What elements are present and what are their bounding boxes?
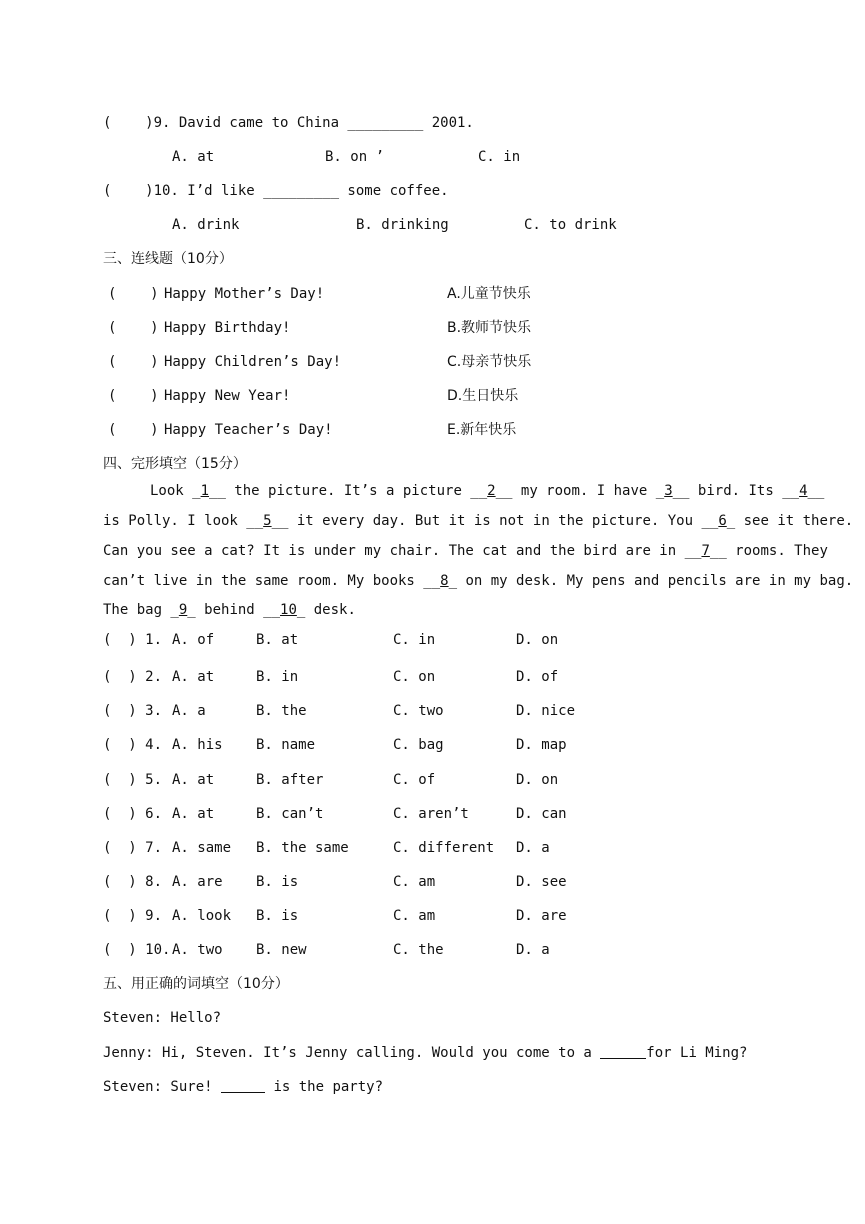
cloze-option-d: D. are	[516, 908, 567, 924]
cloze-option-c: C. in	[393, 632, 436, 648]
match-paren: ( )	[108, 388, 159, 404]
cloze-option-b: B. the	[256, 703, 307, 719]
match-chinese-2: B.教师节快乐	[447, 320, 532, 336]
question-9-option-c: C. in	[478, 149, 521, 165]
match-english-1: Happy Mother’s Day!	[164, 286, 325, 302]
cloze-option-number: ( ) 5.	[103, 772, 163, 788]
cloze-option-number: ( ) 8.	[103, 874, 163, 890]
question-10-stem: ( )10. I’d like _________ some coffee.	[103, 183, 449, 199]
cloze-option-c: C. the	[393, 942, 444, 958]
question-10-option-c: C. to drink	[524, 217, 617, 233]
question-10-option-a: A. drink	[172, 217, 240, 233]
cloze-option-number: ( ) 10.	[103, 942, 171, 958]
match-chinese-4: D.生日快乐	[447, 388, 519, 404]
match-paren: ( )	[108, 422, 159, 438]
match-chinese-1: A.儿童节快乐	[447, 286, 531, 302]
cloze-option-a: A. his	[172, 737, 223, 753]
cloze-option-d: D. on	[516, 772, 559, 788]
match-chinese-5: E.新年快乐	[447, 422, 517, 438]
cloze-option-c: C. different	[393, 840, 495, 856]
cloze-option-c: C. am	[393, 908, 436, 924]
match-english-4: Happy New Year!	[164, 388, 291, 404]
match-english-3: Happy Children’s Day!	[164, 354, 342, 370]
cloze-option-c: C. of	[393, 772, 436, 788]
question-9-stem: ( )9. David came to China _________ 2001.	[103, 115, 474, 131]
cloze-option-number: ( ) 1.	[103, 632, 163, 648]
cloze-option-a: A. of	[172, 632, 215, 648]
cloze-option-b: B. in	[256, 669, 299, 685]
cloze-option-d: D. a	[516, 942, 550, 958]
cloze-option-b: B. the same	[256, 840, 349, 856]
cloze-option-number: ( ) 7.	[103, 840, 163, 856]
question-10-option-b: B. drinking	[356, 217, 449, 233]
cloze-option-number: ( ) 4.	[103, 737, 163, 753]
cloze-line-5: The bag _9_ behind __10_ desk.	[103, 602, 356, 618]
cloze-option-b: B. is	[256, 874, 299, 890]
answer-blank[interactable]	[600, 1044, 646, 1059]
cloze-option-a: A. at	[172, 669, 215, 685]
match-chinese-3: C.母亲节快乐	[447, 354, 532, 370]
match-paren: ( )	[108, 354, 159, 370]
match-english-5: Happy Teacher’s Day!	[164, 422, 333, 438]
cloze-option-number: ( ) 6.	[103, 806, 163, 822]
section-5-title: 五、用正确的词填空（10分）	[103, 976, 289, 992]
cloze-option-b: B. is	[256, 908, 299, 924]
dialogue-line-2: Jenny: Hi, Steven. It’s Jenny calling. Would you come to a for Li Ming?	[103, 1045, 748, 1061]
cloze-option-b: B. new	[256, 942, 307, 958]
cloze-option-a: A. two	[172, 942, 223, 958]
cloze-option-d: D. can	[516, 806, 567, 822]
cloze-option-a: A. same	[172, 840, 232, 856]
match-english-2: Happy Birthday!	[164, 320, 291, 336]
section-4-title: 四、完形填空（15分）	[103, 456, 247, 472]
question-9-option-a: A. at	[172, 149, 215, 165]
section-3-title: 三、连线题（10分）	[103, 251, 233, 267]
cloze-option-b: B. after	[256, 772, 324, 788]
cloze-option-b: B. can’t	[256, 806, 324, 822]
cloze-option-c: C. bag	[393, 737, 444, 753]
cloze-option-number: ( ) 3.	[103, 703, 163, 719]
cloze-option-number: ( ) 9.	[103, 908, 163, 924]
cloze-option-c: C. am	[393, 874, 436, 890]
cloze-option-number: ( ) 2.	[103, 669, 163, 685]
cloze-option-a: A. are	[172, 874, 223, 890]
cloze-option-d: D. map	[516, 737, 567, 753]
cloze-option-c: C. aren’t	[393, 806, 469, 822]
cloze-line-4: can’t live in the same room. My books __8_ on my desk. My pens and pencils are in my bag.	[103, 573, 854, 589]
cloze-option-a: A. a	[172, 703, 206, 719]
cloze-option-c: C. on	[393, 669, 436, 685]
cloze-option-a: A. at	[172, 806, 215, 822]
match-paren: ( )	[108, 320, 159, 336]
question-9-option-b: B. on ’	[325, 149, 385, 165]
cloze-option-c: C. two	[393, 703, 444, 719]
cloze-line-2: is Polly. I look __5__ it every day. But it is not in the picture. You __6_ see it there.	[103, 513, 854, 529]
cloze-line-3: Can you see a cat? It is under my chair. The cat and the bird are in __7__ rooms. They	[103, 543, 828, 559]
cloze-option-d: D. a	[516, 840, 550, 856]
cloze-option-b: B. name	[256, 737, 316, 753]
cloze-line-1: Look _1__ the picture. It’s a picture __2__ my room. I have _3__ bird. Its __4__	[150, 483, 825, 499]
cloze-option-d: D. nice	[516, 703, 576, 719]
cloze-option-b: B. at	[256, 632, 299, 648]
cloze-option-d: D. see	[516, 874, 567, 890]
cloze-option-d: D. of	[516, 669, 559, 685]
cloze-option-a: A. look	[172, 908, 232, 924]
cloze-option-a: A. at	[172, 772, 215, 788]
dialogue-line-3: Steven: Sure! is the party?	[103, 1079, 384, 1095]
answer-blank[interactable]	[221, 1078, 265, 1093]
dialogue-line-1: Steven: Hello?	[103, 1010, 222, 1026]
cloze-option-d: D. on	[516, 632, 559, 648]
match-paren: ( )	[108, 286, 159, 302]
